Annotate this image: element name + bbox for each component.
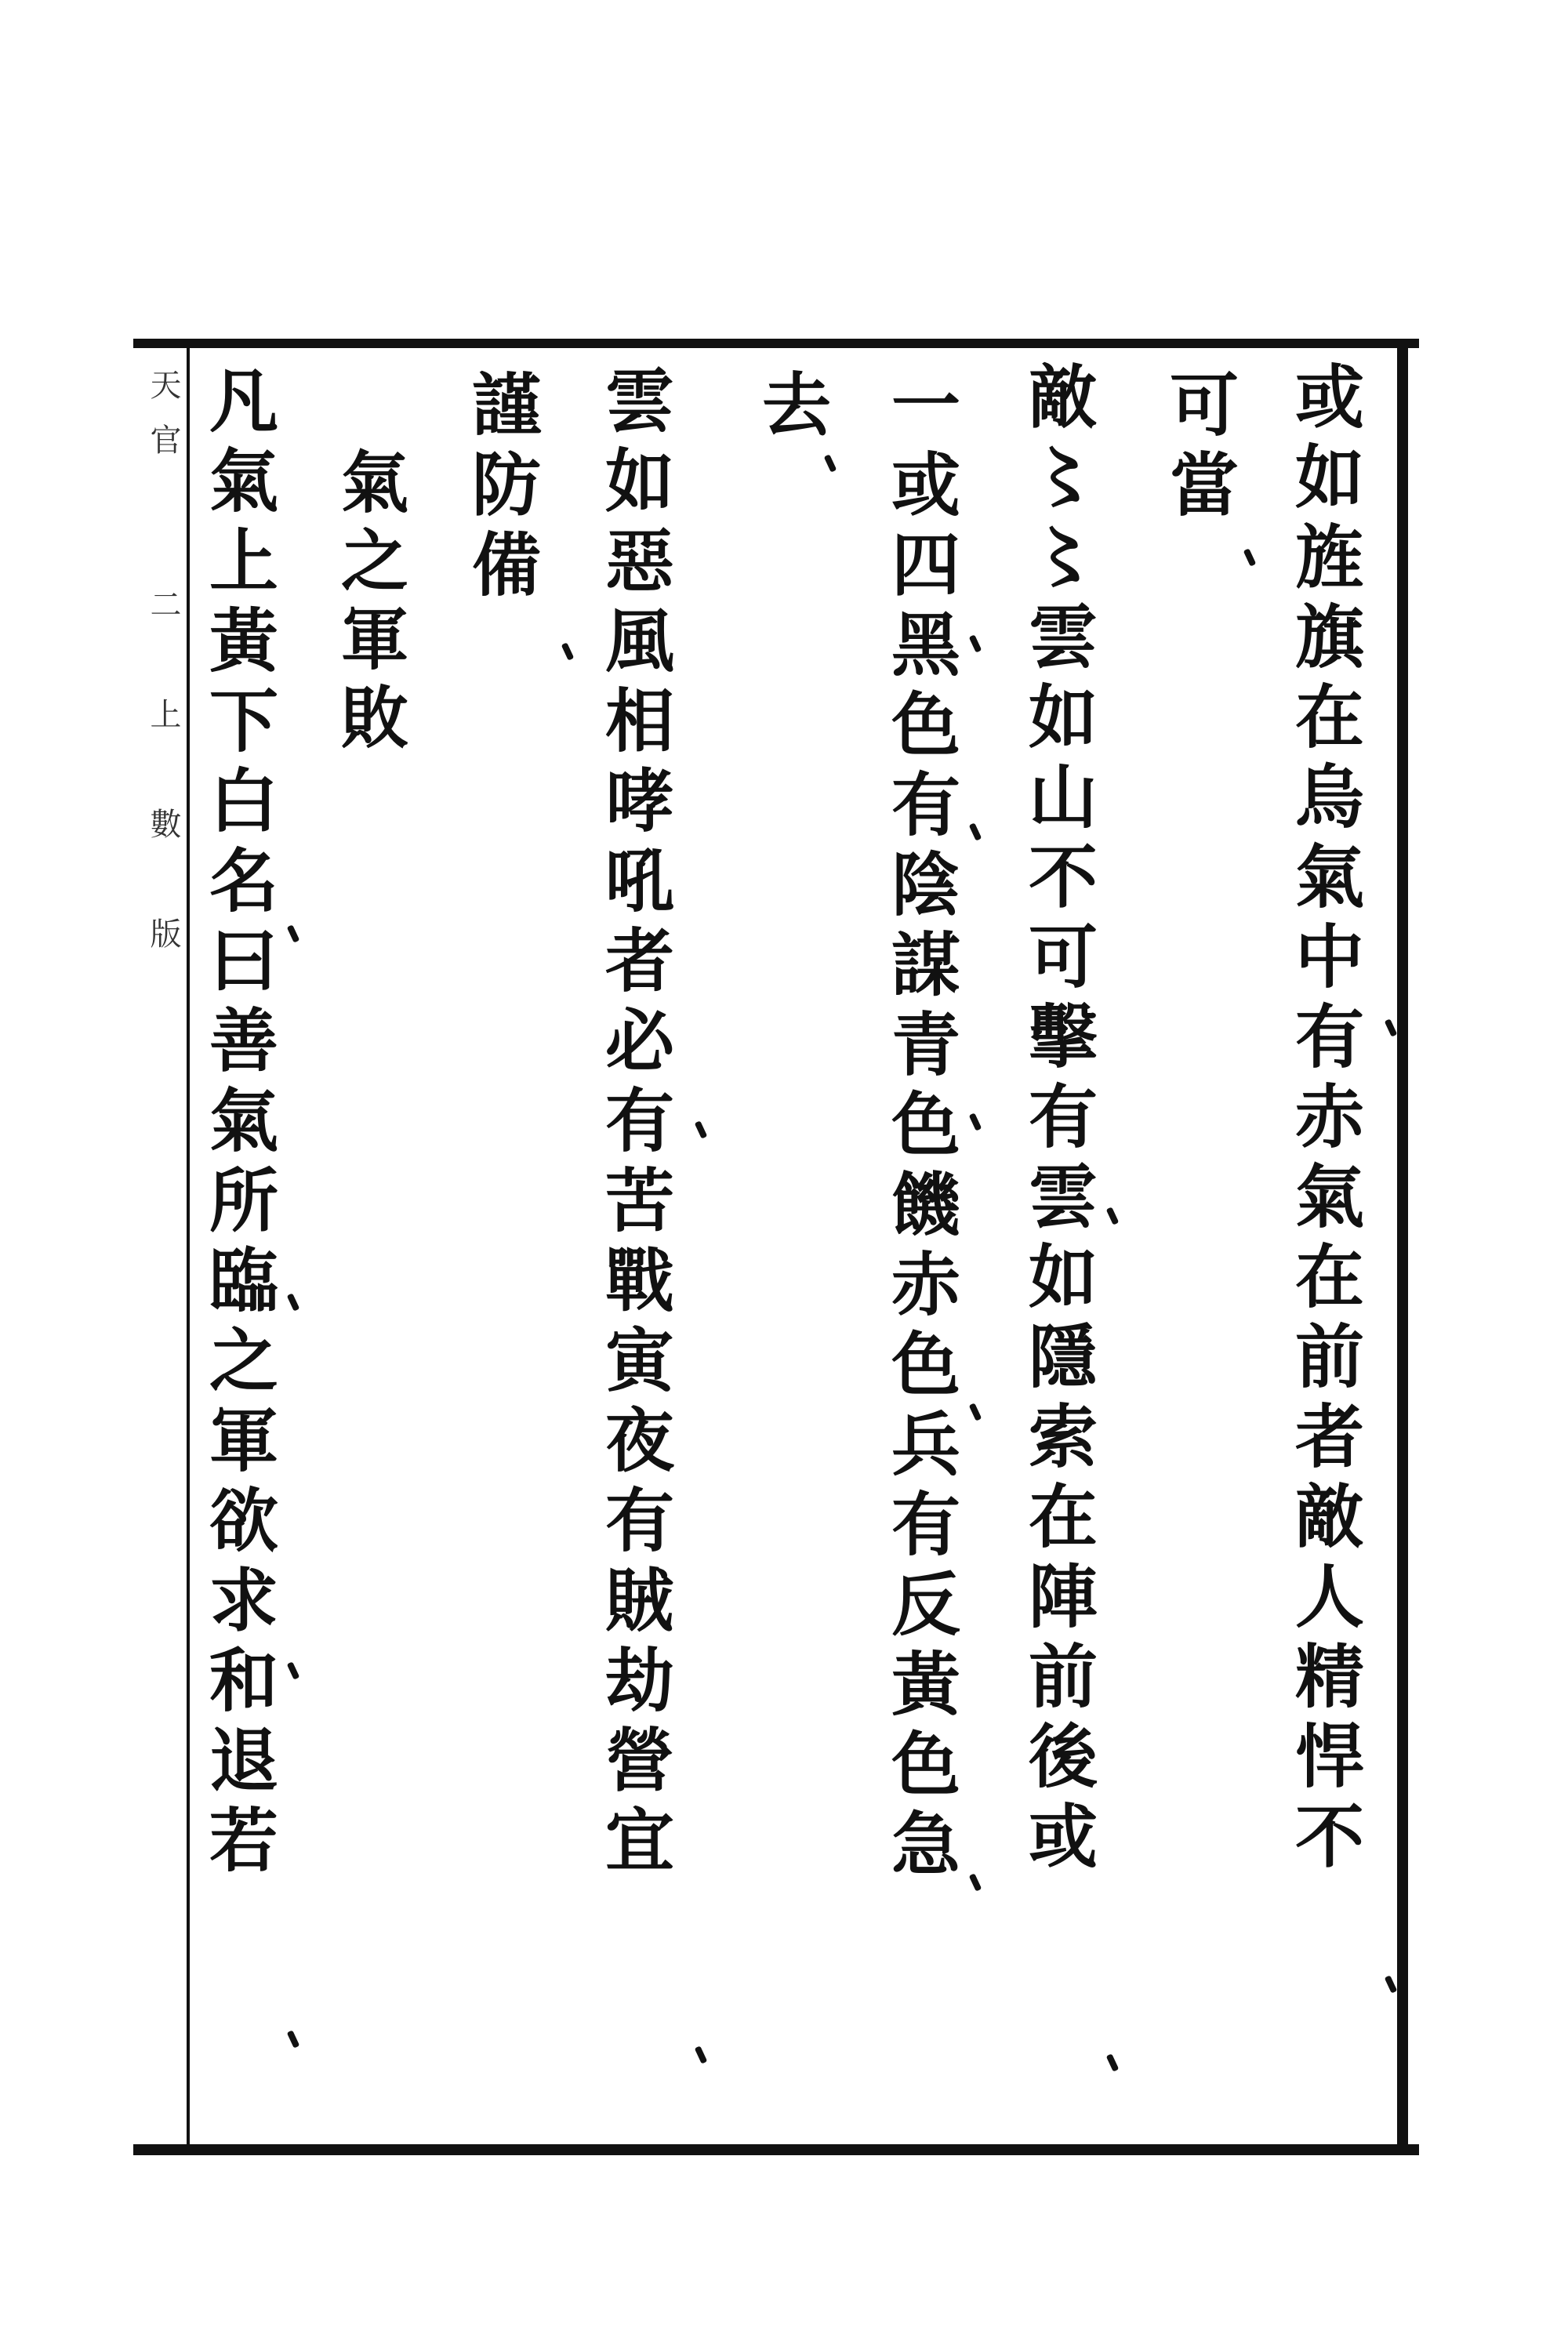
text-column-6: 雲如惡風相哮吼者必有苦戰寅夜有賊劫營宜 <box>594 365 676 1884</box>
frame-inner-left-rule <box>187 348 190 2145</box>
punctuation-mark <box>969 1112 982 1131</box>
punctuation-mark <box>287 2030 300 2048</box>
text-column-7: 謹防備 <box>461 368 543 608</box>
punctuation-mark <box>1106 1207 1120 1225</box>
text-column-9: 凡氣上黃下白名曰善氣所臨之軍欲求和退若 <box>198 365 280 1884</box>
text-column-5: 去 <box>751 368 833 448</box>
punctuation-mark <box>287 924 300 942</box>
text-column-3: 敵〻〻雲如山不可擊有雲如隱索在陣前後或 <box>1018 361 1099 1880</box>
frame-right-border <box>1397 339 1408 2155</box>
punctuation-mark <box>561 642 575 660</box>
text-column-1: 或如旌旗在烏氣中有赤氣在前者敵人精悍不 <box>1284 361 1366 1880</box>
punctuation-mark <box>969 1403 982 1421</box>
punctuation-mark <box>1385 1018 1398 1036</box>
section-heading-column: 氣之軍敗 <box>329 447 408 760</box>
frame-top-border <box>133 339 1419 348</box>
fore-edge-text: 天官 二 上 數 版 <box>145 368 181 972</box>
punctuation-mark <box>969 822 982 840</box>
punctuation-mark <box>824 454 837 472</box>
frame-bottom-border <box>133 2144 1419 2155</box>
punctuation-mark <box>695 2045 708 2063</box>
punctuation-mark <box>695 1120 708 1138</box>
punctuation-mark <box>287 1293 300 1311</box>
punctuation-mark <box>1106 2053 1120 2071</box>
punctuation-mark <box>287 1661 300 1679</box>
punctuation-mark <box>969 1873 982 1891</box>
text-column-2: 可當 <box>1159 368 1240 528</box>
punctuation-mark <box>1385 1975 1398 1993</box>
punctuation-mark <box>1243 548 1257 566</box>
punctuation-mark <box>969 634 982 652</box>
text-column-4: 一或四黑色有陰謀青色饑赤色兵有反黃色急 <box>880 368 962 1888</box>
